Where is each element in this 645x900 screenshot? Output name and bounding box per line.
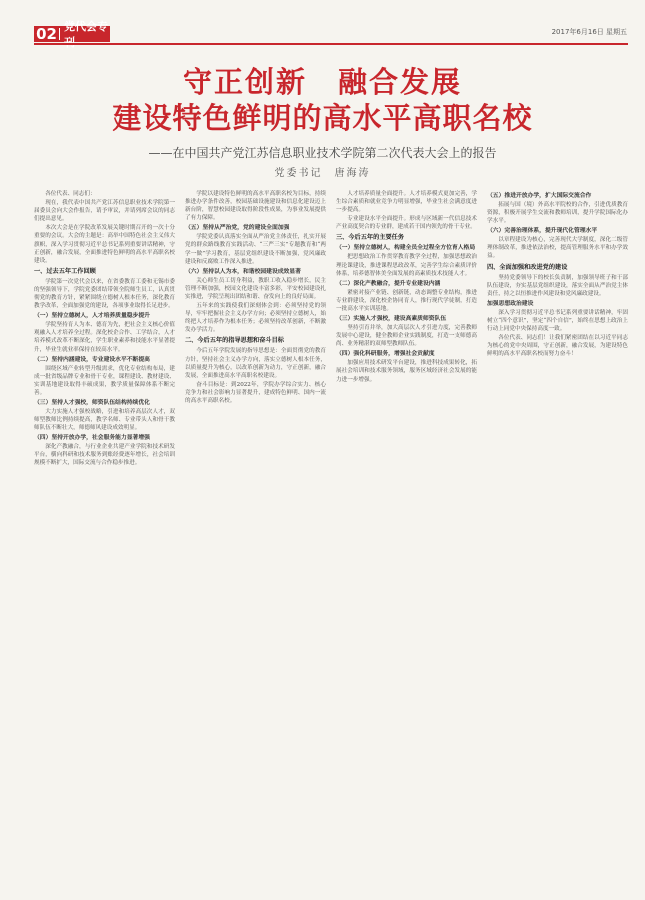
section-badge [34,20,110,43]
section-heading: （三）实施人才强校，建设高素质师资队伍 [336,316,447,323]
paragraph: 学院坚持育人为本、德育为先，把社会主义核心价值观融入人才培养全过程。深化校企合作、工学结合，人才培养模式改革不断深化，学生职业素养和技能水平显著提升，毕业生就业率保持在较高水平。 [34,322,175,353]
paragraph: 把思想政治工作贯穿教育教学全过程，加强思想政治理论课建设，推进课程思政改革，完善学生综合素质评价体系，培养德智体美全面发展的高素质技术技能人才。 [336,254,477,277]
section-heading: （二）坚持内涵建设，专业建设水平不断提高 [34,356,150,363]
text-column [336,190,477,890]
paragraph: 深化产教融合，与行业企业共建产业学院和技术研发平台，横向科研和技术服务到账经费逐年增长，社会培训规模不断扩大，国际交流与合作稳步推进。 [34,444,175,467]
paragraph: 围绕区域产业转型升级需求，优化专业结构布局，建成一批省级品牌专业和骨干专业，课程建设、教材建设、实训基地建设取得丰硕成果，教学质量保障体系不断完善。 [34,365,175,396]
paragraph: 学院党委认真落实全面从严治党主体责任，扎实开展党的群众路线教育实践活动、“三严三实”专题教育和“两学一做”学习教育，基层党组织建设不断加强，党风廉政建设和反腐败工作深入推进。 [185,234,326,265]
text-column [487,190,628,890]
paragraph: 坚持党委领导下的校长负责制，加强领导班子和干部队伍建设，夯实基层党组织建设，落实全面从严治党主体责任，持之以恒推进作风建设和党风廉政建设。 [487,274,628,297]
section-heading: 三、今后五年的主要任务 [336,234,405,242]
section-heading: （四）坚持开放办学，社会服务能力显著增强 [34,435,150,442]
paragraph: 深入学习贯彻习近平总书记系列重要讲话精神，牢固树立“四个意识”，坚定“四个自信”，始终在思想上政治上行动上同党中央保持高度一致。 [487,309,628,333]
paragraph: 各位代表、同志们： [45,191,96,197]
subtitle: ——在中国共产党江苏信息职业技术学院第二次代表大会上的报告 [148,146,497,160]
paragraph: 坚持引育并举，加大高层次人才引进力度，完善教师发展中心建设，健全教师企业实践制度，打造一支师德高尚、业务精湛的双师型教师队伍。 [336,325,477,348]
paragraph: 本次大会是在学院改革发展关键时期召开的一次十分重要的会议。大会的主题是：高举中国特色社会主义伟大旗帜，深入学习贯彻习近平总书记系列重要讲话精神，守正创新，融合发展，全面推进特色鲜明的高水平高职名校建设。 [34,225,175,264]
paragraph: 关心师生员工切身利益，教职工收入稳步增长，民主管理不断加强，校园文化建设丰富多彩，平安校园建设扎实推进，学院呈现出团结和谐、奋发向上的良好局面。 [185,277,326,300]
paragraph: 今后五年学院发展的指导思想是：全面贯彻党的教育方针，坚持社会主义办学方向，落实立德树人根本任务，以质量提升为核心，以改革创新为动力，守正创新，融合发展，全面推进高水平高职名校建设。 [185,348,326,379]
paragraph: 学院第一次党代会以来，在省委教育工委和无锡市委的坚强领导下，学院党委团结带领全院师生员工，认真贯彻党的教育方针，紧紧围绕立德树人根本任务，深化教育教学改革，全面加强党的建设，各项事业取得长足进步。 [34,278,175,310]
paragraph: 五年来的实践使我们深刻体会到：必须坚持党的领导，牢牢把握社会主义办学方向；必须坚持立德树人，始终把人才培养作为根本任务；必须坚持改革创新，不断激发办学活力。 [185,303,326,334]
paragraph: 奋斗目标是：到2022年，学院办学综合实力、核心竞争力和社会影响力显著提升，建成特色鲜明、国内一流的高水平高职名校。 [185,381,326,404]
section-heading: （一）坚持立德树人，人才培养质量稳步提升 [34,313,150,320]
section-heading: （六）完善治理体系，提升现代化管理水平 [487,228,598,235]
section-heading: （一）坚持立德树人，构建全员全过程全方位育人格局 [336,245,476,252]
text-column [34,190,175,890]
section-heading: 加强思想政治建设 [487,300,534,307]
section-heading: （二）深化产教融合，提升专业建设内涵 [336,280,441,287]
section-heading: （五）坚持从严治党，党的建设全面加强 [185,225,290,232]
page-number: 02 [36,25,57,43]
paragraph: 人才培养质量全面提升。人才培养模式更加完善，学生综合素质和就业竞争力明显增强，毕业生社会满意度进一步提高。 [336,191,477,214]
paragraph: 大力实施人才强校战略，引进和培养高层次人才，双师型教师比例持续提高，教学名师、专业带头人和骨干教师队伍不断壮大，师德师风建设成效明显。 [34,408,175,432]
paragraph: 现在，我代表中国共产党江苏信息职业技术学院第一届委员会向大会作报告，请予审议，并请列席会议的同志们提出意见。 [34,200,175,223]
section-heading: （五）推进开放办学，扩大国际交流合作 [487,193,592,199]
text-column [185,190,326,890]
section-heading: （三）坚持人才强校，师资队伍结构持续优化 [34,399,150,406]
masthead [0,0,645,44]
section-heading: （四）强化科研服务，增强社会贡献度 [336,351,435,358]
paragraph: 加强应用技术研发平台建设，推进科技成果转化，拓展社会培训和技术服务领域，服务区域经济社会发展的能力进一步增强。 [336,360,477,383]
section-heading: 一、过去五年工作回顾 [34,267,96,275]
section-heading: 二、今后五年的指导思想和奋斗目标 [185,337,284,345]
paragraph: 以章程建设为核心，完善现代大学制度，深化二级管理体制改革，推进依法治校，提高管理服务水平和办学效益。 [487,237,628,260]
headline-line-2: 建设特色鲜明的高水平高职名校 [112,101,533,135]
badge-separator [59,28,60,40]
paragraph: 学院以建设特色鲜明的高水平高职名校为目标，持续推进办学条件改善，校园基础设施建设和信息化建设迈上新台阶，智慧校园建设取得阶段性成果，为事业发展提供了有力保障。 [185,191,326,222]
paragraph: 拓展与国（境）外高水平院校的合作，引进优质教育资源，积极开展学生交流和教师培训，提升学院国际化办学水平。 [487,202,628,225]
headline-line-1: 守正创新 融合发展 [182,65,462,99]
paragraph: 紧密对接产业链、创新链，动态调整专业结构，推进专业群建设，深化校企协同育人，推行现代学徒制，打造一批高水平实训基地。 [336,289,477,312]
section-heading: （六）坚持以人为本，和谐校园建设成效显著 [185,268,301,275]
section-name: 党代会专 [63,20,108,33]
paragraph: 各位代表、同志们！让我们紧密团结在以习近平同志为核心的党中央周围，守正创新，融合发展，为建设特色鲜明的高水平高职名校而努力奋斗！ [487,335,628,358]
header-rule [34,43,628,45]
paragraph: 专业建设水平全面提升。形成与区域新一代信息技术产业高度契合的专业群，建成若干国内领先的骨干专业。 [336,216,477,231]
issue-date: 2017年6月16日 星期五 [551,28,627,36]
article-body [34,190,628,890]
byline: 党委书记 唐海涛 [274,168,371,179]
section-heading: 四、全面加强和改进党的建设 [487,263,568,271]
